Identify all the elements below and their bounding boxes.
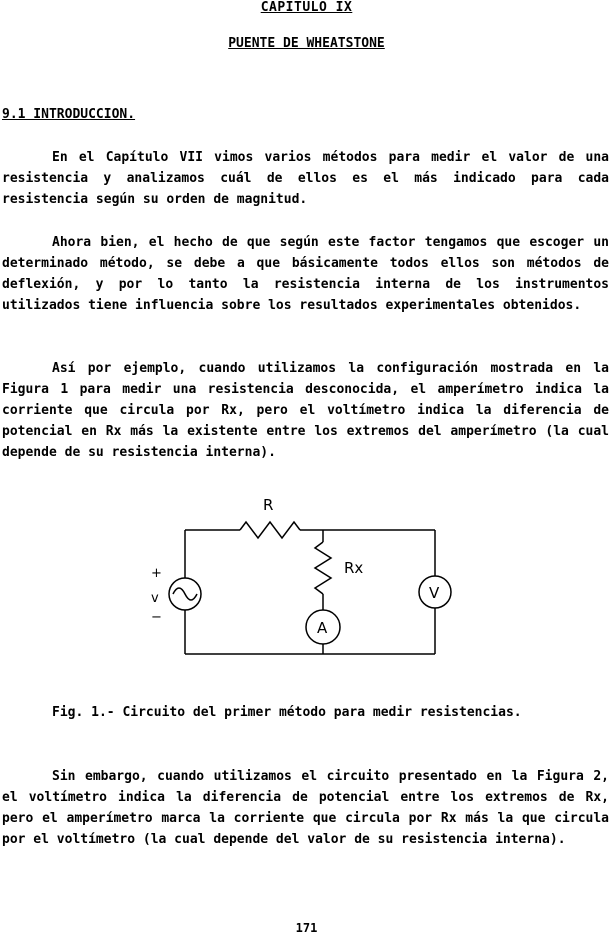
- section-heading: 9.1 INTRODUCCION.: [2, 107, 136, 122]
- paragraph-2: Ahora bien, el hecho de que según este factor tengamos que escoger un determinado método, se debe a que básicamente todos ellos son métodos de deflexión, y por lo tanto la resistencia interna de los instrumentos utilizados tiene influencia sobre los resultados experimentales obtenidos.: [2, 235, 609, 313]
- resistor-rx: [315, 542, 331, 594]
- label-r: R: [263, 496, 274, 514]
- label-ammeter: A: [317, 619, 328, 637]
- label-rx: Rx: [344, 559, 364, 577]
- label-plus: +: [151, 566, 162, 581]
- source-wave: [173, 588, 197, 600]
- label-v-source: v: [151, 591, 159, 606]
- circuit-diagram: [140, 490, 460, 662]
- paragraph-1: En el Capítulo VII vimos varios métodos para medir el valor de una resistencia y analizamos cuál de ellos es el más indicado para cada resistencia según su orden de magnitud.: [2, 150, 609, 207]
- chapter-title: PUENTE DE WHEATSTONE: [228, 36, 385, 51]
- figure-caption: Fig. 1.- Circuito del primer método para medir resistencias.: [52, 705, 522, 720]
- page-number: 171: [295, 921, 318, 935]
- label-voltmeter: V: [429, 584, 440, 602]
- paragraph-4: Sin embargo, cuando utilizamos el circuito presentado en la Figura 2, el voltímetro indica la diferencia de potencial entre los extremos de Rx, pero el amperímetro marca la corriente que circula por Rx más la que circula por el voltímetro (la cual depende del valor de su resistencia interna).: [2, 769, 609, 847]
- label-minus: −: [151, 610, 162, 625]
- resistor-r: [240, 522, 300, 538]
- chapter-heading: CAPITULO IX: [260, 0, 353, 15]
- paragraph-3: Así por ejemplo, cuando utilizamos la configuración mostrada en la Figura 1 para medir una resistencia desconocida, el amperímetro indica la corriente que circula por Rx, pero el voltímetro indica la diferencia de potencial en Rx más la existente entre los extremos del amperímetro (la cual depende de su resistencia interna).: [2, 361, 609, 460]
